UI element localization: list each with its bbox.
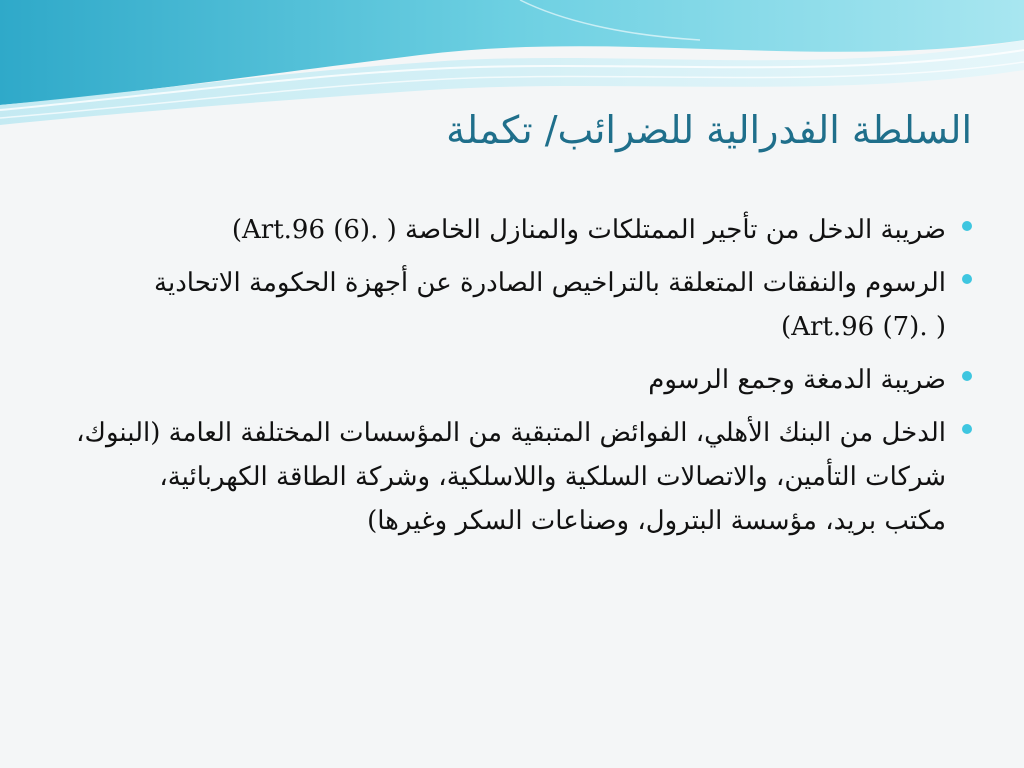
bullet-text xyxy=(32,411,946,543)
list-item xyxy=(32,261,972,349)
bullet-line: الدخل من البنك الأهلي، الفوائض المتبقية من المؤسسات المختلفة العامة (البنوك، xyxy=(76,418,946,448)
bullet-line: ضريبة الدخل من تأجير الممتلكات والمنازل الخاصة ( .Art.96 (6)) xyxy=(231,215,946,245)
bullet-dot-icon xyxy=(962,274,972,284)
bullet-line: مكتب بريد، مؤسسة البترول، وصناعات السكر وغيرها) xyxy=(367,506,946,536)
bullet-line: ضريبة الدمغة وجمع الرسوم xyxy=(648,365,946,395)
slide-title: السلطة الفدرالية للضرائب/ تكملة xyxy=(446,108,972,152)
bullet-line: الرسوم والنفقات المتعلقة بالتراخيص الصادرة عن أجهزة الحكومة الاتحادية xyxy=(154,268,946,298)
bullet-line: ( .Art.96 (7)) xyxy=(781,312,946,342)
list-item xyxy=(32,208,972,252)
bullet-dot-icon xyxy=(962,424,972,434)
bullet-line: شركات التأمين، والاتصالات السلكية واللاسلكية، وشركة الطاقة الكهربائية، xyxy=(159,462,946,492)
bullet-dot-icon xyxy=(962,221,972,231)
bullet-text xyxy=(32,208,946,252)
list-item xyxy=(32,411,972,543)
bullet-text xyxy=(32,358,946,402)
bullet-text xyxy=(32,261,946,349)
bullet-list xyxy=(32,208,972,552)
list-item xyxy=(32,358,972,402)
bullet-dot-icon xyxy=(962,371,972,381)
